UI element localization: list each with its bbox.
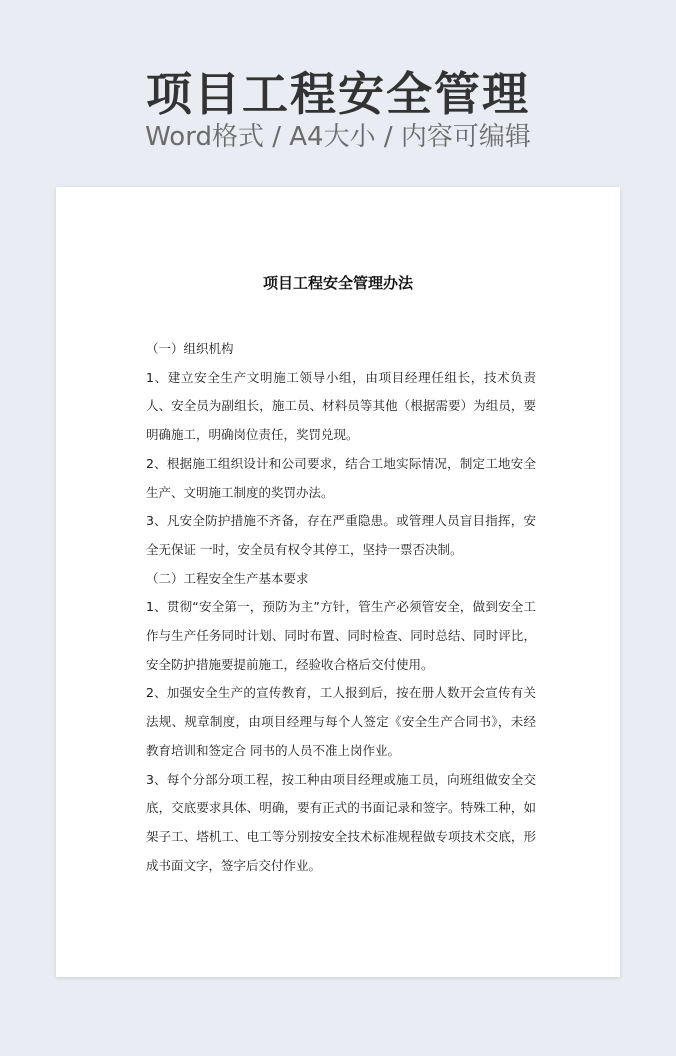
banner-subtitle: Word格式 / A4大小 / 内容可编辑: [145, 122, 531, 152]
paragraph: 3、凡安全防护措施不齐备，存在严重隐患。或管理人员盲目指挥，安全无保证 一时，安全员有权令其停工，坚持一票否决制。: [146, 513, 536, 557]
paragraph: 1、贯彻“安全第一，预防为主”方针，管生产必须管安全，做到安全工作与生产任务同时计划、同时布置、同时检查、同时总结、同时评比，安全防护措施要提前施工，经验收合格后交付使用。: [146, 599, 536, 672]
paragraph: 2、根据施工组织设计和公司要求，结合工地实际情况，制定工地安全生产、文明施工制度的奖罚办法。: [146, 455, 536, 500]
section-heading-organization: （一）组织机构: [146, 341, 234, 356]
paragraph: 1、建立安全生产文明施工领导小组，由项目经理任组长，技术负责人、安全员为副组长，施工员、材料员等其他（根据需要）为组员，要明确施工，明确岗位责任，奖罚兑现。: [146, 369, 536, 443]
document-title: 项目工程安全管理办法: [262, 274, 413, 292]
document-body: [146, 335, 536, 880]
section-heading-requirements: （二）工程安全生产基本要求: [146, 570, 309, 586]
banner-title: 项目工程安全管理: [146, 67, 530, 121]
paragraph: 2、加强安全生产的宣传教育，工人报到后，按在册人数开会宣传有关法规、规章制度，由项目经理与每个人签定《安全生产合同书》，未经教育培训和签定合 同书的人员不准上岗作业。: [146, 685, 536, 758]
paragraph: 3、每个分部分项工程，按工种由项目经理或施工员，向班组做安全交底，交底要求具体、明确，要有正式的书面记录和签字。特殊工种，如架子工、塔机工、电工等分别按安全技术标准规程做专项技术交底，形成书面文字，签字后交付作业。: [146, 771, 536, 873]
